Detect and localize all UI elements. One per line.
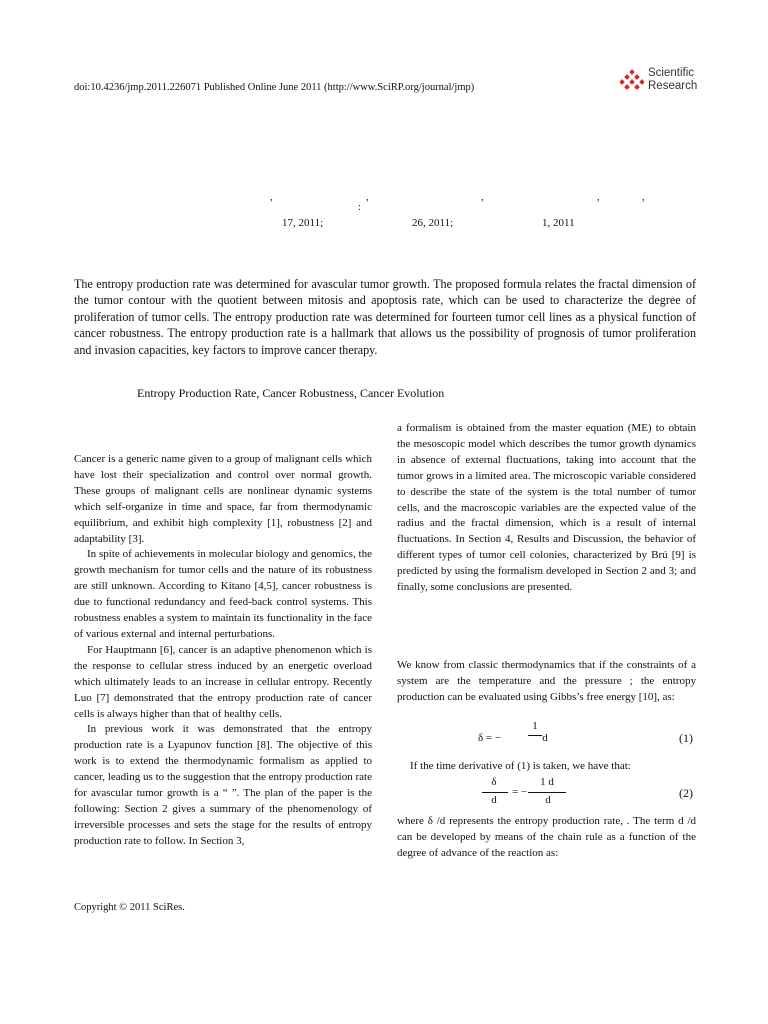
body-paragraph: where δ /d represents the entropy production rate, . The term d /d can be developed by means of the chain rule as a function of the degree of advance of the reaction as: — [397, 815, 696, 859]
right-column-thermodynamics — [397, 658, 696, 706]
author-separator: , — [597, 192, 600, 203]
right-column-top — [397, 421, 696, 596]
affiliation-colon: : — [358, 202, 361, 213]
introduction-paragraph: For Hauptmann [6], cancer is an adaptive phenomenon which is the response to cellular stress induced by an energetic overload which ultimately leads to an increase in cellular entropy. Recently Luo [7] demonstrated that the entropy production rate of cancer cells is always higher than that of healthy cells. — [74, 643, 372, 720]
equation-1-denominator: d — [542, 732, 548, 744]
author-separator: , — [481, 192, 484, 203]
body-paragraph: a formalism is obtained from the master equation (ME) to obtain the mesoscopic model which describes the tumor growth dynamics in absence of external fluctuations, taking into account that the tumor grows in a limited area. The microscopic variable considered to describe the state of the system is the total number of tumor cells, and the macroscopic variables are the expected value of the radius and the fractal dimension, which is a result of internal fluctuations. In Section 4, Results and Discussion, the behavior of different types of tumor cell colonies, characterized by Brú [9] is predicted by using the formalism developed in Section 2 and 3; and finally, some conclusions are presented. — [397, 422, 696, 594]
equation-2-equals: = − — [512, 786, 528, 798]
abstract-text: The entropy production rate was determined for avascular tumor growth. The proposed formula relates the fractal dimension of the tumor contour with the quotient between mitosis and apoptosis rate, which can be used to characterize the degree of proliferation of tumor cells. The entropy production rate was determined for fourteen tumor cell lines as a physical function of cancer robustness. The entropy production rate is a hallmark that allows us the possibility of prognosis of tumor proliferation and invasion capacities, key factors to improve cancer therapy. — [74, 277, 696, 357]
equation-1-lhs: δ = − — [478, 732, 502, 744]
date-revised: 26, 2011; — [412, 217, 454, 229]
right-column-where — [397, 813, 696, 861]
equation-1-numerator: 1 — [532, 720, 538, 732]
date-accepted: 1, 2011 — [542, 217, 575, 229]
doi-line: doi:10.4236/jmp.2011.226071 Published Online June 2011 (http://www.SciRP.org/journal/jmp) — [74, 82, 475, 93]
equation-2-rhs-bar — [528, 792, 566, 793]
left-column — [74, 452, 372, 850]
body-paragraph: We know from classic thermodynamics that if the constraints of a system are the temperature and the pressure ; the entropy production can be evaluated using Gibbs’s free energy [10], as: — [397, 659, 696, 703]
keywords: Entropy Production Rate, Cancer Robustness, Cancer Evolution — [137, 386, 445, 400]
equation-2-label: (2) — [679, 786, 693, 800]
logo-line-2: Research — [648, 80, 698, 92]
equation-1-label: (1) — [679, 731, 693, 745]
copyright-footer: Copyright © 2011 SciRes. — [74, 902, 185, 913]
scientific-research-logo-icon — [620, 69, 644, 93]
logo-wordmark — [648, 67, 697, 93]
author-separator: , — [642, 192, 645, 203]
introduction-paragraph: Cancer is a generic name given to a group of malignant cells which have lost their specialization and control over normal growth. These groups of malignant cells are nonlinear dynamic systems which self-organize in time and space, far from thermodynamic equilibrium, and exhibit high complexity [1], robustness [2] and adaptability [3]. — [74, 453, 372, 545]
equation-2-rhs-numerator: 1 d — [540, 776, 554, 788]
date-received: 17, 2011; — [282, 217, 324, 229]
introduction-paragraph: In spite of achievements in molecular biology and genomics, the growth mechanism for tumor cells and the nature of its robustness are still unknown. According to Kitano [4,5], cancer robustness is due to functional redundancy and feed-back control systems. This robustness enables a system to maintain its functionality in the face of various external and internal perturbations. — [74, 548, 372, 640]
author-separator: , — [270, 192, 273, 203]
equation-2-lhs-numerator: δ — [491, 776, 497, 788]
author-separator: , — [366, 192, 369, 203]
equation-2-lhs-denominator: d — [491, 794, 497, 806]
introduction-paragraph: In previous work it was demonstrated that the entropy production rate is a Lyapunov function [8]. The objective of this work is to extend the thermodynamic formalism as applied to cancer, leading us to the suggestion that the entropy production rate for avascular tumor growth is a “ ”. The plan of the paper is the following: Section 2 gives a summary of the phenomenology of irreversible processes and sets the stage for the results of entropy production rate to follow. In Section 3, — [74, 723, 372, 847]
logo-line-1: Scientific — [648, 67, 695, 79]
equation-2-lhs-bar — [482, 792, 508, 793]
body-text: If the time derivative of (1) is taken, we have that: — [410, 760, 631, 772]
publisher-logo — [620, 67, 730, 97]
equation-2-rhs-denominator: d — [545, 794, 551, 806]
